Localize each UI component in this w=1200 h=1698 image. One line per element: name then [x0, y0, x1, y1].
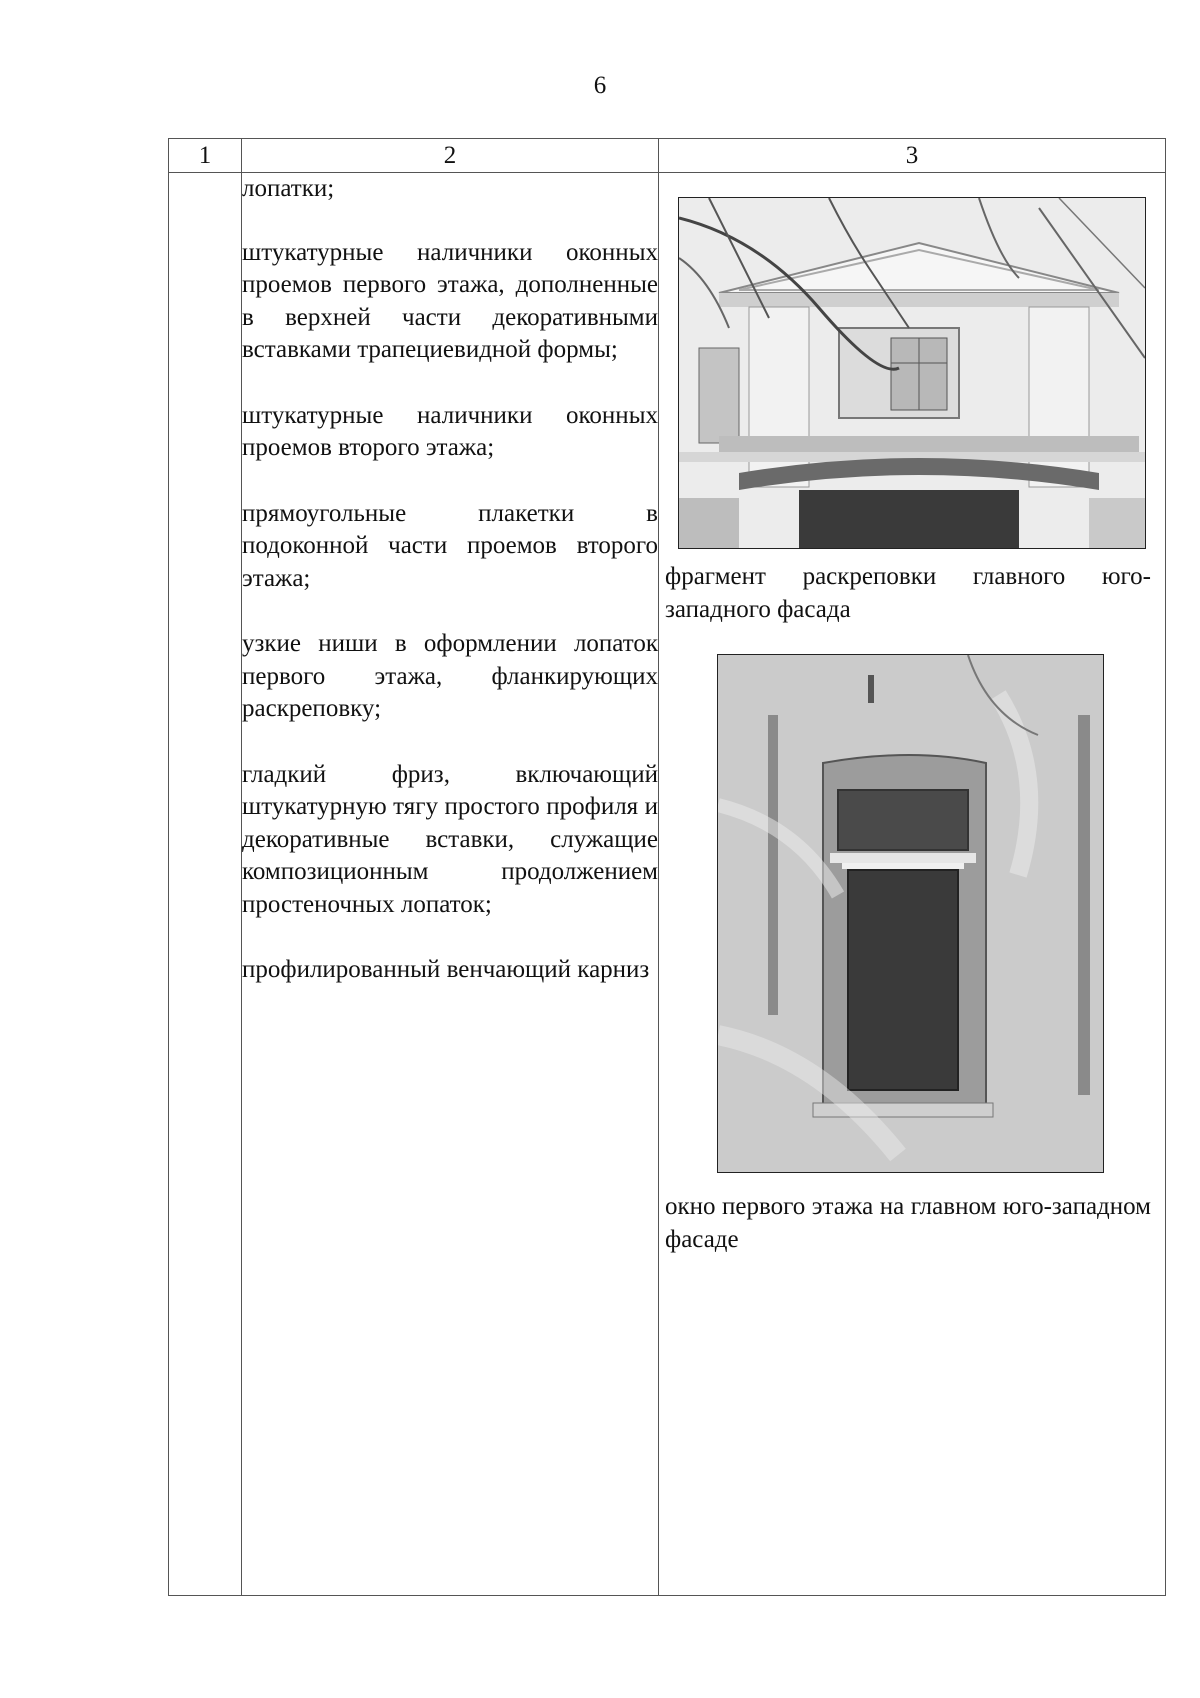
facade-fragment-photo	[678, 197, 1146, 549]
list-item: штукатурные наличники оконных проемов первого этажа, дополненные в верхней части декоративными вставками трапециевидной формы;	[242, 238, 658, 363]
list-item: узкие ниши в оформлении лопаток первого этажа, фланкирующих раскреповку;	[242, 630, 658, 722]
window-photo	[717, 654, 1104, 1173]
header-cell-1: 1	[169, 139, 242, 173]
body-cell-2	[242, 173, 659, 1596]
photo2-caption: окно первого этажа на главном юго-западном фасаде	[665, 1193, 1151, 1253]
body-cell-3	[659, 173, 1166, 1596]
description-table	[168, 138, 1166, 1596]
header-cell-2: 2	[242, 139, 659, 173]
table-header-row	[169, 139, 1166, 173]
list-item: прямоугольные плакетки в подоконной части проемов второго этажа;	[242, 499, 658, 592]
list-item: профилированный венчающий карниз	[242, 956, 650, 983]
body-cell-1	[169, 173, 242, 1596]
list-item: штукатурные наличники оконных проемов второго этажа;	[242, 401, 658, 461]
list-item: гладкий фриз, включающий штукатурную тягу простого профиля и декоративные вставки, служащие композиционным продолжением простеночных лопаток;	[242, 760, 658, 918]
list-item: лопатки;	[242, 175, 335, 202]
header-cell-3: 3	[659, 139, 1166, 173]
page-number: 6	[593, 72, 607, 99]
table-body-row	[169, 173, 1166, 1596]
photo1-caption: фрагмент раскреповки главного юго-западного фасада	[665, 563, 1151, 623]
